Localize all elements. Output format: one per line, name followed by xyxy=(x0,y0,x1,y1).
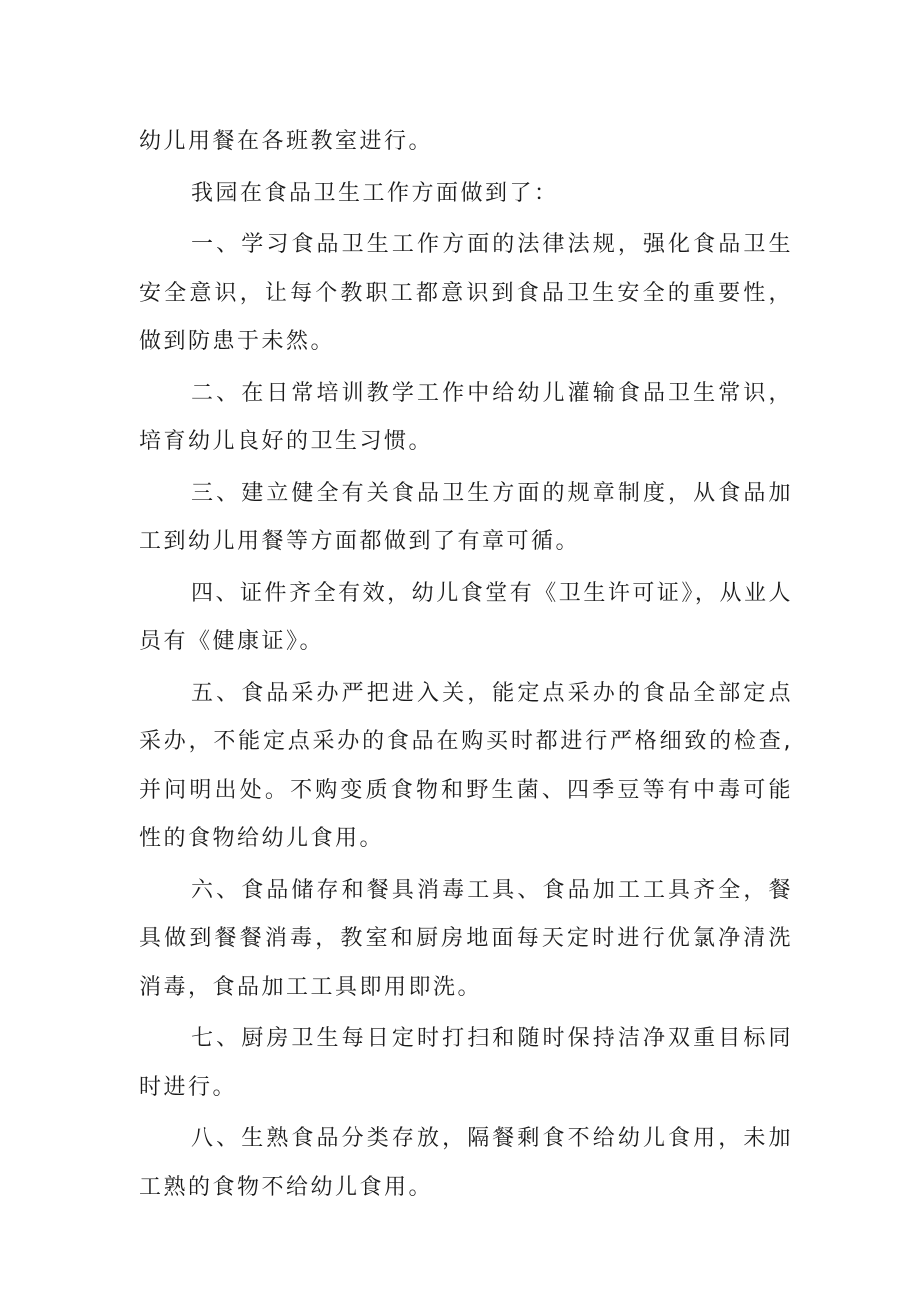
paragraph-item-5: 五、食品采办严把进入关，能定点采办的食品全部定点采办，不能定点采办的食品在购买时都进行严格细致的检查,并问明出处。不购变质食物和野生菌、四季豆等有中毒可能性的食物给幼儿食用。 xyxy=(139,680,793,851)
paragraph-item-6: 六、食品储存和餐具消毒工具、食品加工工具齐全，餐具做到餐餐消毒，教室和厨房地面每天定时进行优氯净清洗消毒，食品加工工具即用即洗。 xyxy=(139,877,793,1000)
paragraph-continuation: 幼儿用餐在各班教室进行。 xyxy=(139,129,434,154)
paragraph-item-2: 二、在日常培训教学工作中给幼儿灌输食品卫生常识，培育幼儿良好的卫生习惯。 xyxy=(139,380,793,454)
paragraph-item-1: 一、学习食品卫生工作方面的法律法规，强化食品卫生安全意识，让每个教职工都意识到食品卫生安全的重要性，做到防患于未然。 xyxy=(139,232,793,354)
paragraph-item-3: 三、建立健全有关食品卫生方面的规章制度，从食品加工到幼儿用餐等方面都做到了有章可循。 xyxy=(139,480,793,554)
paragraph-item-7: 七、厨房卫生每日定时打扫和随时保持洁净双重目标同时进行。 xyxy=(139,1026,793,1100)
paragraph-item-8: 八、生熟食品分类存放，隔餐剩食不给幼儿食用，未加工熟的食物不给幼儿食用。 xyxy=(139,1126,793,1200)
document-body xyxy=(139,118,793,1215)
paragraph-item-4: 四、证件齐全有效，幼儿食堂有《卫生许可证》，从业人员有《健康证》。 xyxy=(139,580,793,654)
paragraph-intro: 我园在食品卫生工作方面做到了： xyxy=(191,180,559,206)
